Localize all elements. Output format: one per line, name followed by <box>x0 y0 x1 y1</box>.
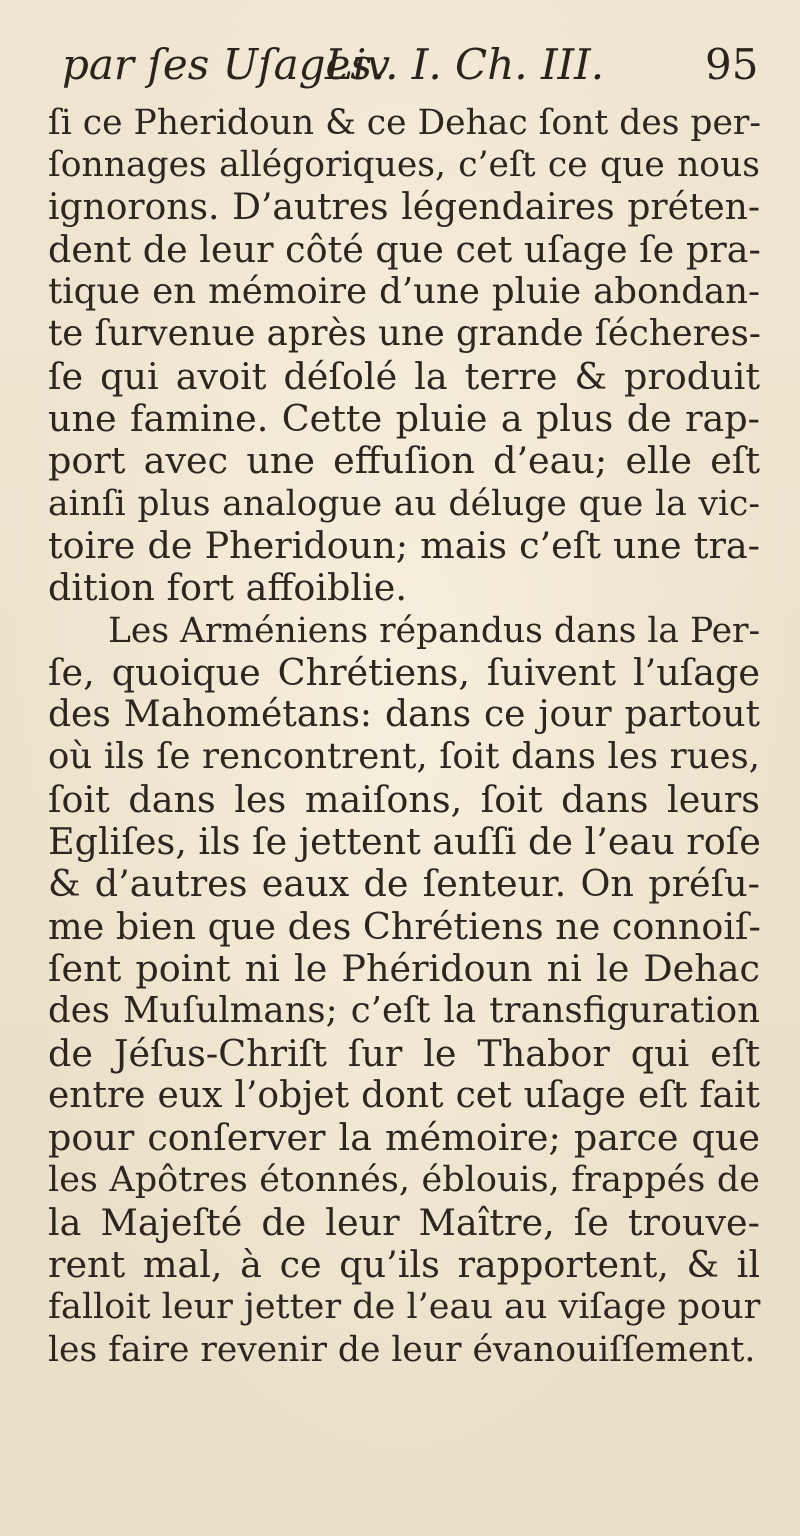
text-line: ignorons. D’autres légendaires préten- <box>48 186 760 228</box>
text-line: te ſurvenue après une grande ſécheres- <box>48 313 761 355</box>
text-line: me bien que des Chrétiens ne connoiſ- <box>48 904 761 948</box>
body-text <box>48 102 760 1371</box>
text-line: rent mal, à ce qu’ils rapportent, & il <box>48 1243 760 1287</box>
running-header <box>0 40 800 98</box>
text-line: des Muſulmans; c’eſt la transfiguration <box>48 990 760 1032</box>
text-line: falloit leur jetter de l’eau au viſage pour <box>48 1287 761 1328</box>
text-line: ſe, quoique Chrétiens, ſuivent l’uſage <box>48 650 760 694</box>
text-line: pour conſerver la mémoire; parce que <box>48 1116 760 1160</box>
text-line: la Majeſté de leur Maître, ſe trouve- <box>48 1200 760 1244</box>
text-line: Egliſes, ils ſe jettent auſſi de l’eau roſe <box>48 820 761 864</box>
text-line: ſent point ni le Phéridoun ni le Dehac <box>48 946 760 990</box>
paragraph-start-line: Les Arméniens répandus dans la Per- <box>108 610 761 651</box>
text-line: de Jéſus-Chriſt ſur le Thabor qui eſt <box>48 1031 760 1075</box>
text-line: ſonnages allégoriques, c’eſt ce que nous <box>48 145 760 186</box>
text-line: entre eux l’objet dont cet uſage eſt fait <box>48 1074 760 1116</box>
running-title: par ſes Uſages. <box>62 40 386 89</box>
text-line: une famine. Cette pluie a plus de rap- <box>48 397 760 441</box>
text-line: les faire revenir de leur évanouiſſement. <box>48 1329 756 1370</box>
text-line: des Mahométans: dans ce jour partout <box>48 694 760 736</box>
text-line: dent de leur côté que cet uſage ſe pra- <box>48 227 761 271</box>
text-line: & d’autres eaux de ſenteur. On préſu- <box>48 862 760 906</box>
page-number: 95 <box>705 40 759 89</box>
text-line: ſoit dans les maiſons, ſoit dans leurs <box>48 777 760 821</box>
text-line: dition fort affoiblie. <box>48 566 407 610</box>
text-line: toire de Pheridoun; mais c’eſt une tra- <box>48 523 760 567</box>
book-chapter-reference: Liv. I. Ch. III. <box>325 40 605 89</box>
text-line: ainſi plus analogue au déluge que la vic- <box>48 483 760 524</box>
text-line: port avec une effuſion d’eau; elle eſt <box>48 439 760 483</box>
text-line: où ils ſe rencontrent, ſoit dans les rues, <box>48 736 760 778</box>
text-line: les Apôtres étonnés, éblouis, frappés de <box>48 1160 760 1201</box>
text-line: ſi ce Pheridoun & ce Dehac ſont des per- <box>48 103 762 143</box>
text-line: ſe qui avoit déſolé la terre & produit <box>48 354 760 398</box>
text-line: tique en mémoire d’une pluie abondan- <box>48 271 760 313</box>
